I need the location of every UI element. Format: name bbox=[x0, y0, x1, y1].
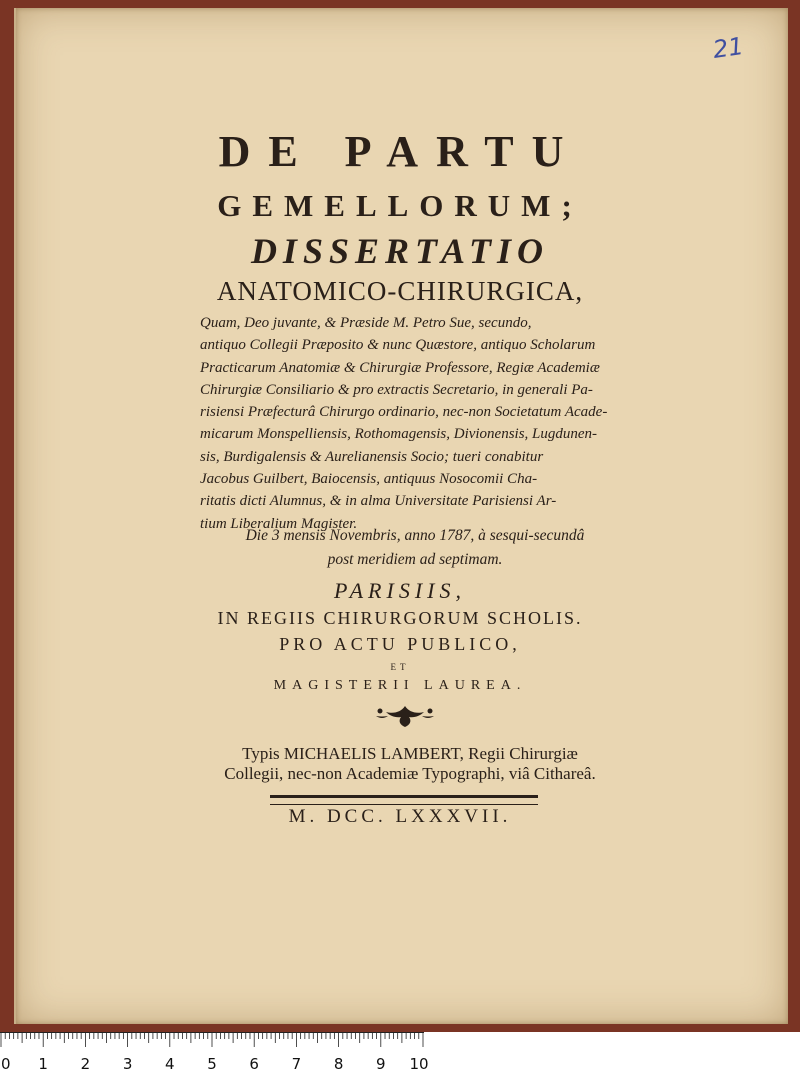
ruler-label: 8 bbox=[333, 1055, 344, 1073]
paragraph-line: tium Liberalium Magister. bbox=[200, 515, 358, 532]
paragraph-line: risiensi Præfecturâ Chirurgo ordinario, nec-non Societatum Acade- bbox=[200, 404, 608, 421]
measurement-ruler bbox=[0, 1032, 800, 1074]
ruler-label: 6 bbox=[249, 1055, 259, 1073]
paragraph-line: Practicarum Anatomiæ & Chirurgiæ Professore, Regiæ Academiæ bbox=[200, 359, 600, 376]
ruler-label: 10 bbox=[409, 1055, 429, 1073]
date-line-2: post meridiem ad septimam. bbox=[327, 551, 503, 568]
ruler-label: 2 bbox=[80, 1055, 91, 1073]
ruler-label: 1 bbox=[38, 1055, 48, 1073]
title-line-1: DE PARTU bbox=[218, 127, 582, 176]
paragraph-line: Quam, Deo juvante, & Præside M. Petro Sue, secundo, bbox=[200, 315, 532, 331]
ruler-scale bbox=[0, 1032, 440, 1074]
ruler-label: 5 bbox=[207, 1055, 217, 1073]
place-et: ET bbox=[390, 662, 410, 672]
page-number: 21 bbox=[711, 32, 746, 64]
printer-imprint bbox=[190, 744, 630, 784]
defense-date bbox=[205, 524, 625, 572]
ruler-label: 3 bbox=[122, 1055, 133, 1073]
title-line-2: GEMELLORUM; bbox=[217, 188, 583, 223]
title-line-4: ANATOMICO-CHIRURGICA, bbox=[216, 276, 584, 306]
paragraph-line: Jacobus Guilbert, Baiocensis, antiquus Nosocomii Cha- bbox=[200, 471, 538, 488]
publication-year: M. DCC. LXXXVII. bbox=[288, 806, 512, 827]
paragraph-line: sis, Burdigalensis & Aurelianensis Socio; tueri conabitur bbox=[200, 448, 544, 465]
fleuron-ornament-icon bbox=[374, 702, 436, 728]
ruler-label: 9 bbox=[376, 1055, 386, 1073]
ruler-label: 0 bbox=[1, 1055, 11, 1073]
paragraph-line: ritatis dicti Alumnus, & in alma Universitate Parisiensi Ar- bbox=[200, 493, 557, 510]
paragraph-line: antiquo Collegii Præposito & nunc Quæstore, antiquo Scholarum bbox=[200, 337, 596, 354]
ruler-label: 4 bbox=[165, 1055, 175, 1073]
dedication-paragraph bbox=[200, 312, 630, 535]
place-degree: MAGISTERII LAUREA. bbox=[273, 678, 527, 693]
imprint-line-2: Collegii, nec-non Academiæ Typographi, viâ Cithareâ. bbox=[224, 764, 596, 783]
paragraph-line: Chirurgiæ Consiliario & pro extractis Secretario, in generali Pa- bbox=[200, 381, 593, 398]
title-line-3: DISSERTATIO bbox=[250, 231, 550, 271]
place-act: PRO ACTU PUBLICO, bbox=[279, 634, 521, 654]
ruler-label: 7 bbox=[291, 1055, 302, 1073]
paragraph-line: micarum Monspelliensis, Rothomagensis, Divionensis, Lugdunen- bbox=[200, 426, 598, 443]
place-venue: IN REGIIS CHIRURGORUM SCHOLIS. bbox=[217, 608, 583, 628]
double-rule-divider bbox=[270, 795, 538, 805]
imprint-line-1: Typis MICHAELIS LAMBERT, Regii Chirurgiæ bbox=[242, 744, 578, 763]
date-line-1: Die 3 mensis Novembris, anno 1787, à sesqui-secundâ bbox=[245, 527, 585, 544]
place-city: PARISIIS, bbox=[334, 578, 466, 603]
